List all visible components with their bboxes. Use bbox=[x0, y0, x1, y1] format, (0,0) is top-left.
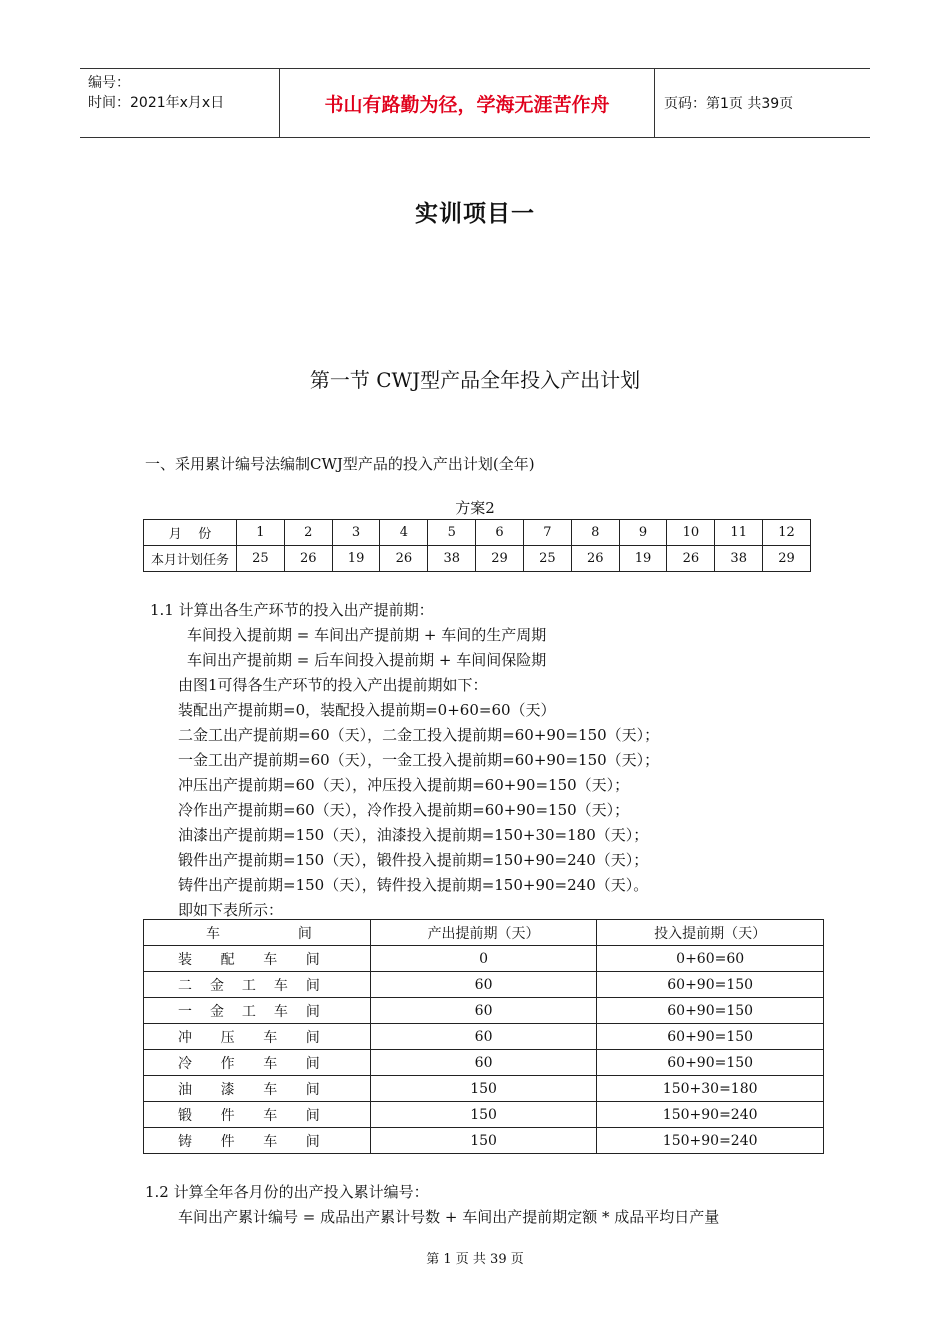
table-row bbox=[144, 998, 824, 1024]
table-row bbox=[144, 1024, 824, 1050]
month-cell: 10 bbox=[667, 520, 715, 546]
table-row bbox=[144, 1076, 824, 1102]
body-line: 一金工出产提前期=60（天），一金工投入提前期=60+90=150（天）； bbox=[178, 751, 660, 769]
number-label: 编号： bbox=[88, 75, 130, 91]
document-header bbox=[80, 68, 870, 138]
input-lead-cell: 150+30=180 bbox=[597, 1076, 824, 1102]
task-cell: 25 bbox=[237, 546, 285, 572]
task-cell: 29 bbox=[476, 546, 524, 572]
body-line: 冲压出产提前期=60（天），冲压投入提前期=60+90=150（天）； bbox=[178, 776, 630, 794]
header-cell-input: 投入提前期（天） bbox=[597, 920, 824, 946]
output-lead-cell: 0 bbox=[370, 946, 597, 972]
time-label: 时间：2021年x月x日 bbox=[88, 95, 225, 111]
task-cell: 29 bbox=[763, 546, 811, 572]
month-cell: 9 bbox=[619, 520, 667, 546]
task-cell: 26 bbox=[380, 546, 428, 572]
workshop-cell: 冲 压 车 间 bbox=[144, 1024, 371, 1050]
table-row bbox=[144, 546, 811, 572]
task-cell: 26 bbox=[284, 546, 332, 572]
page-footer: 第 1 页 共 39 页 bbox=[426, 1252, 524, 1267]
task-cell: 38 bbox=[715, 546, 763, 572]
month-label-cell: 月 份 bbox=[144, 520, 237, 546]
body-line: 车间投入提前期 = 车间出产提前期 + 车间的生产周期 bbox=[187, 626, 547, 644]
month-cell: 6 bbox=[476, 520, 524, 546]
table-row bbox=[144, 1128, 824, 1154]
body-line: 装配出产提前期=0，装配投入提前期=0+60=60（天） bbox=[178, 701, 556, 719]
output-lead-cell: 60 bbox=[370, 1024, 597, 1050]
body-line: 由图1可得各生产环节的投入产出提前期如下： bbox=[178, 676, 488, 694]
section-12-heading: 1.2 计算全年各月份的出产投入累计编号： bbox=[145, 1183, 429, 1201]
workshop-cell: 装 配 车 间 bbox=[144, 946, 371, 972]
table-row bbox=[144, 972, 824, 998]
body-line: 1.1 计算出各生产环节的投入出产提前期： bbox=[150, 601, 434, 619]
workshop-cell: 冷 作 车 间 bbox=[144, 1050, 371, 1076]
task-cell: 19 bbox=[332, 546, 380, 572]
input-lead-cell: 0+60=60 bbox=[597, 946, 824, 972]
header-meta bbox=[80, 69, 280, 137]
workshop-cell: 二 金 工 车 间 bbox=[144, 972, 371, 998]
section-12-formula: 车间出产累计编号 = 成品出产累计号数 + 车间出产提前期定额 * 成品平均日产量 bbox=[178, 1208, 720, 1226]
body-line: 即如下表所示： bbox=[178, 901, 284, 919]
body-line: 冷作出产提前期=60（天），冷作投入提前期=60+90=150（天）； bbox=[178, 801, 630, 819]
output-lead-cell: 150 bbox=[370, 1076, 597, 1102]
output-lead-cell: 60 bbox=[370, 998, 597, 1024]
table1-caption: 方案2 bbox=[455, 499, 495, 517]
table-row bbox=[144, 1102, 824, 1128]
month-cell: 2 bbox=[284, 520, 332, 546]
month-cell: 1 bbox=[237, 520, 285, 546]
table-row bbox=[144, 1050, 824, 1076]
table-row bbox=[144, 520, 811, 546]
output-lead-cell: 150 bbox=[370, 1128, 597, 1154]
task-label-cell: 本月计划任务 bbox=[144, 546, 237, 572]
output-lead-cell: 60 bbox=[370, 1050, 597, 1076]
header-motto: 书山有路勤为径，学海无涯苦作舟 bbox=[280, 69, 655, 137]
input-lead-cell: 60+90=150 bbox=[597, 1050, 824, 1076]
workshop-cell: 铸 件 车 间 bbox=[144, 1128, 371, 1154]
month-cell: 3 bbox=[332, 520, 380, 546]
header-cell-workshop: 车 间 bbox=[144, 920, 371, 946]
task-cell: 19 bbox=[619, 546, 667, 572]
month-cell: 4 bbox=[380, 520, 428, 546]
header-page-label: 页码：第1页 共39页 bbox=[664, 96, 794, 112]
body-line: 油漆出产提前期=150（天），油漆投入提前期=150+30=180（天）； bbox=[178, 826, 649, 844]
intro-line: 一、采用累计编号法编制CWJ型产品的投入产出计划(全年) bbox=[145, 455, 535, 473]
body-line: 车间出产提前期 = 后车间投入提前期 + 车间间保险期 bbox=[187, 651, 547, 669]
input-lead-cell: 60+90=150 bbox=[597, 1024, 824, 1050]
output-lead-cell: 60 bbox=[370, 972, 597, 998]
input-lead-cell: 150+90=240 bbox=[597, 1102, 824, 1128]
page-title: 实训项目一 bbox=[415, 201, 535, 227]
body-line: 二金工出产提前期=60（天），二金工投入提前期=60+90=150（天）； bbox=[178, 726, 660, 744]
month-cell: 12 bbox=[763, 520, 811, 546]
workshop-cell: 一 金 工 车 间 bbox=[144, 998, 371, 1024]
task-cell: 26 bbox=[571, 546, 619, 572]
month-cell: 7 bbox=[523, 520, 571, 546]
workshop-cell: 锻 件 车 间 bbox=[144, 1102, 371, 1128]
table-row bbox=[144, 946, 824, 972]
input-lead-cell: 60+90=150 bbox=[597, 972, 824, 998]
month-cell: 8 bbox=[571, 520, 619, 546]
task-cell: 26 bbox=[667, 546, 715, 572]
workshop-cell: 油 漆 车 间 bbox=[144, 1076, 371, 1102]
table-header-row bbox=[144, 920, 824, 946]
body-line: 铸件出产提前期=150（天），铸件投入提前期=150+90=240（天）。 bbox=[178, 876, 649, 894]
task-cell: 25 bbox=[523, 546, 571, 572]
output-lead-cell: 150 bbox=[370, 1102, 597, 1128]
input-lead-cell: 150+90=240 bbox=[597, 1128, 824, 1154]
month-cell: 11 bbox=[715, 520, 763, 546]
task-cell: 38 bbox=[428, 546, 476, 572]
month-cell: 5 bbox=[428, 520, 476, 546]
lead-time-table bbox=[143, 919, 824, 1154]
body-line: 锻件出产提前期=150（天），锻件投入提前期=150+90=240（天）； bbox=[178, 851, 649, 869]
header-cell-output: 产出提前期（天） bbox=[370, 920, 597, 946]
section-title: 第一节 CWJ型产品全年投入产出计划 bbox=[309, 368, 641, 392]
input-lead-cell: 60+90=150 bbox=[597, 998, 824, 1024]
monthly-plan-table bbox=[143, 519, 811, 572]
